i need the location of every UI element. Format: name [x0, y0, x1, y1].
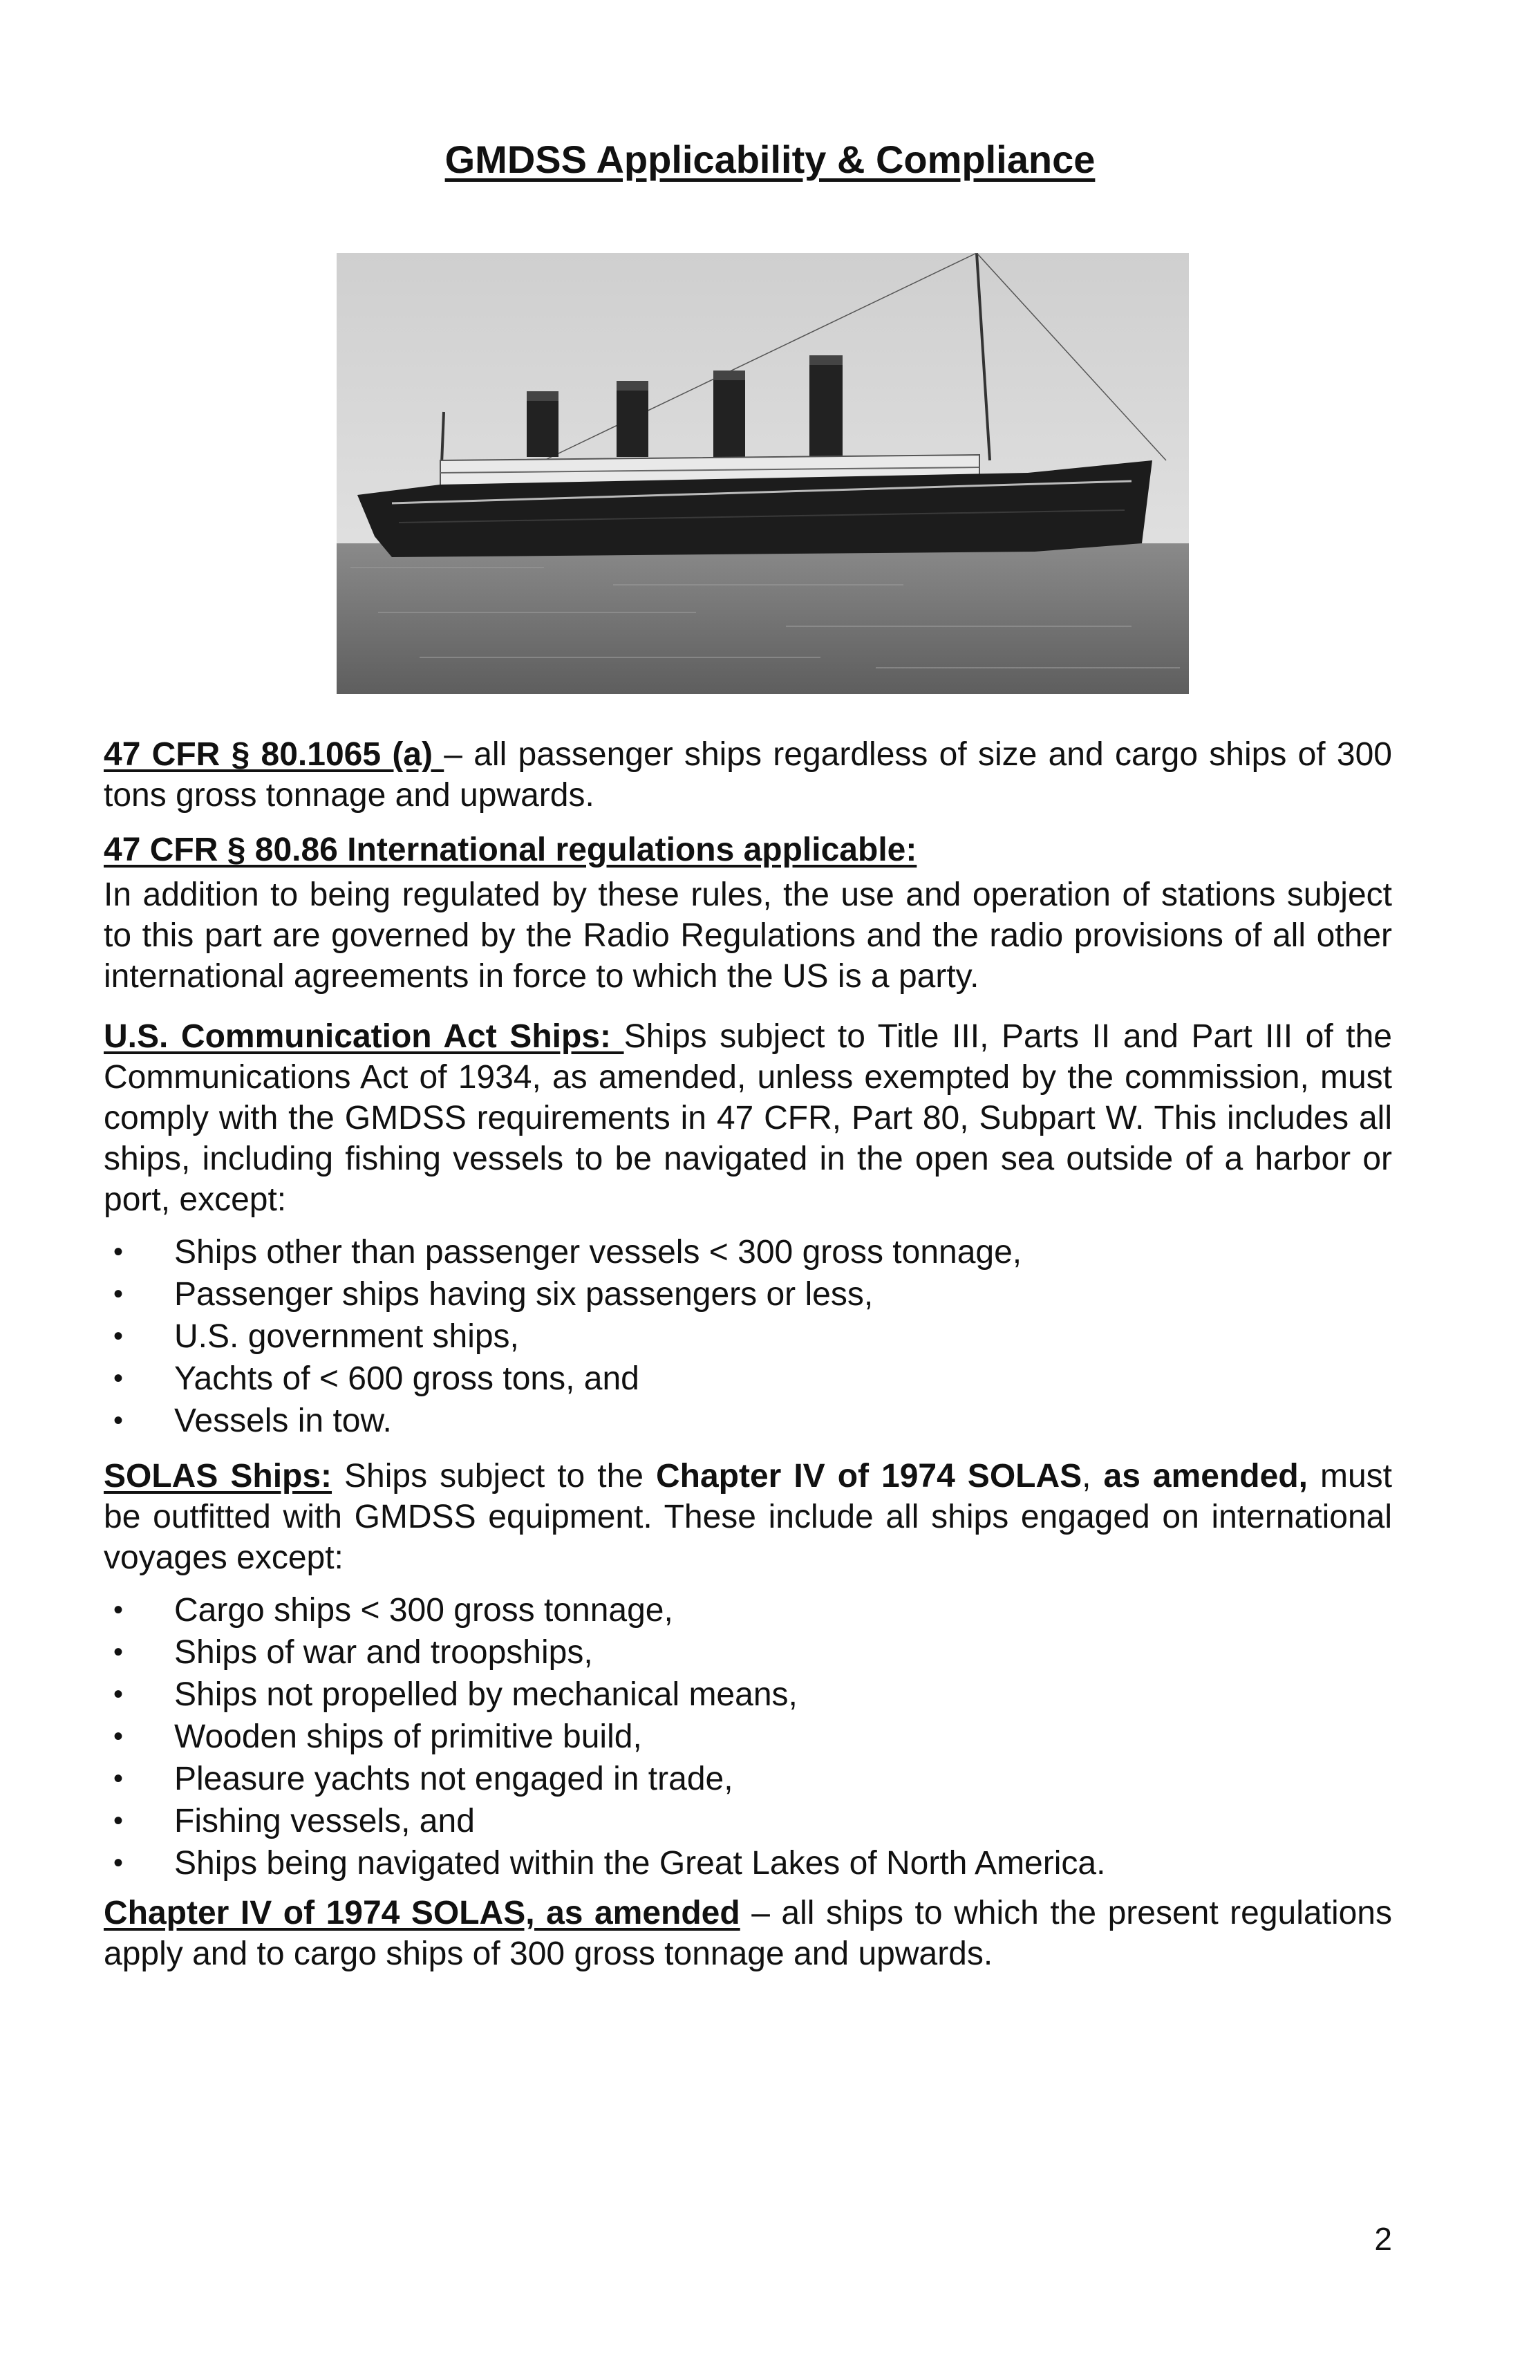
- list-item: • Pleasure yachts not engaged in trade,: [104, 1758, 1392, 1800]
- document-body: [104, 734, 1392, 1974]
- list-item: • Fishing vessels, and: [104, 1800, 1392, 1842]
- us-comm-act-exceptions-list: [104, 1231, 1392, 1442]
- solas-label: SOLAS Ships:: [104, 1458, 332, 1494]
- list-item: • Ships not propelled by mechanical means,: [104, 1674, 1392, 1716]
- list-item: • Ships of war and troopships,: [104, 1631, 1392, 1674]
- solas-chapter-iv-ref: Chapter IV of 1974 SOLAS: [655, 1458, 1082, 1494]
- solas-exceptions-list: [104, 1589, 1392, 1884]
- bullet-icon: •: [113, 1721, 124, 1752]
- cfr-80-1065-text: – all passenger ships regardless of size and cargo ships of 300 tons gross tonnage and upwards.: [104, 736, 1392, 814]
- bullet-icon: •: [113, 1405, 124, 1436]
- bullet-icon: •: [113, 1637, 124, 1667]
- bullet-icon: •: [113, 1279, 124, 1309]
- page-number: 2: [1374, 2221, 1392, 2257]
- chapter-iv-paragraph: [104, 1893, 1392, 1974]
- bullet-icon: •: [113, 1595, 124, 1625]
- list-item: • Ships being navigated within the Great Lakes of North America.: [104, 1842, 1392, 1884]
- list-item: • Ships other than passenger vessels < 300 gross tonnage,: [104, 1231, 1392, 1273]
- cfr-80-86-label: 47 CFR § 80.86 International regulations applicable:: [104, 832, 917, 868]
- bullet-icon: •: [113, 1321, 124, 1351]
- solas-paragraph: SOLAS Ships: Ships subject to the Chapter IV of 1974 SOLAS, as amended, must be outfitted with GMDSS equipment. These include all ships engaged on international voyages except:: [104, 1458, 1393, 1576]
- bullet-icon: •: [113, 1237, 124, 1267]
- bullet-icon: •: [113, 1848, 124, 1878]
- bullet-icon: •: [113, 1679, 124, 1709]
- list-item: • Vessels in tow.: [104, 1400, 1392, 1442]
- list-item: • U.S. government ships,: [104, 1315, 1392, 1358]
- bullet-icon: •: [113, 1363, 124, 1394]
- cfr-80-1065-label: 47 CFR § 80.1065 (a): [104, 736, 444, 773]
- us-comm-act-text: Ships subject to Title III, Parts II and Part III of the Communications Act of 1934, as amended, unless exempted by the commission, must comply with the GMDSS requirements in 47 CFR, Part 80, Subpart W. This includes all ships, including fishing vessels to be navigated in the open sea outside of a harbor or port, except:: [104, 1018, 1393, 1218]
- chapter-iv-label: Chapter IV of 1974 SOLAS, as amended: [104, 1895, 740, 1931]
- cfr-80-86-heading-paragraph: [104, 830, 1392, 870]
- us-comm-act-label: U.S. Communication Act Ships:: [104, 1018, 624, 1055]
- chapter-iv-text: – all ships to which the present regulations apply and to cargo ships of 300 gross tonnage and upwards.: [104, 1895, 1392, 1972]
- list-item: • Passenger ships having six passengers or less,: [104, 1273, 1392, 1315]
- page-title: GMDSS Applicability & Compliance: [444, 138, 1096, 181]
- bullet-icon: •: [113, 1806, 124, 1836]
- solas-as-amended: as amended,: [1103, 1458, 1308, 1494]
- list-item: • Yachts of < 600 gross tons, and: [104, 1358, 1392, 1400]
- cfr-80-86-paragraph: [104, 874, 1392, 997]
- us-comm-act-paragraph: [104, 1016, 1392, 1220]
- cfr-80-86-text: In addition to being regulated by these rules, the use and operation of stations subject to this part are governed by the Radio Regulations and the radio provisions of all other international agreements in force to which the US is a party.: [104, 877, 1392, 995]
- bullet-icon: •: [113, 1763, 124, 1794]
- cfr-80-1065-paragraph: [104, 734, 1392, 816]
- list-item: • Cargo ships < 300 gross tonnage,: [104, 1589, 1392, 1631]
- ship-photo: [337, 253, 1189, 694]
- list-item: • Wooden ships of primitive build,: [104, 1716, 1392, 1758]
